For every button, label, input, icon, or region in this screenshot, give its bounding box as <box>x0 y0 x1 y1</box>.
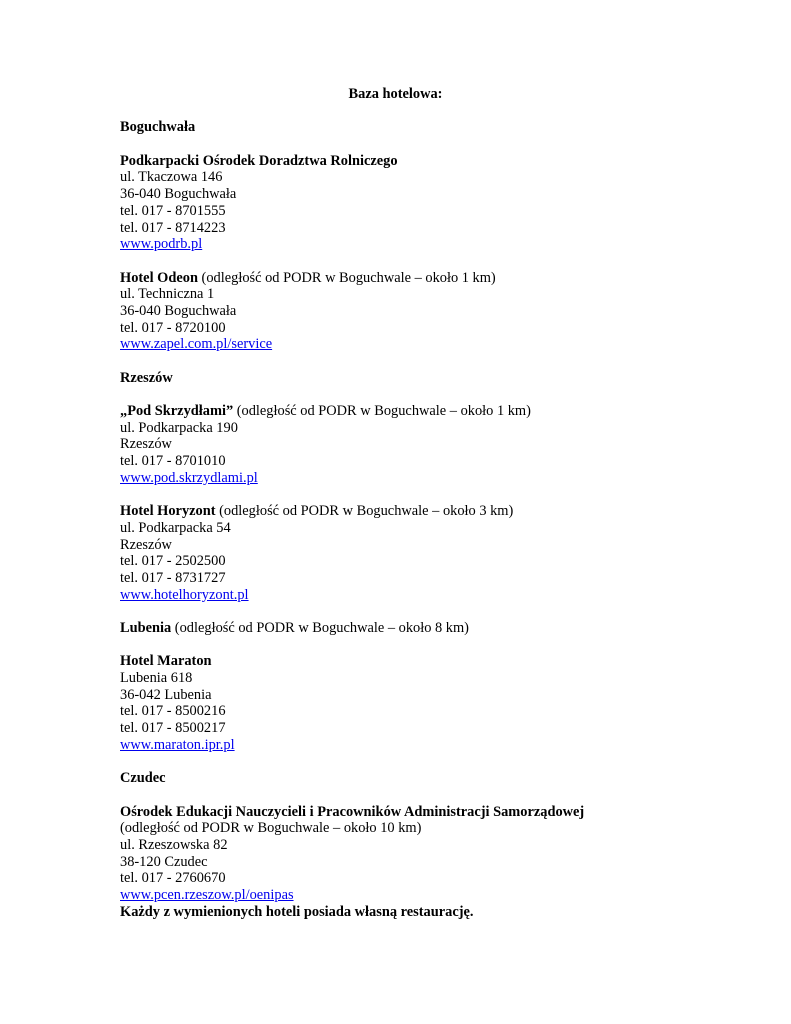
skrzydlami-city: Rzeszów <box>120 436 172 453</box>
oenipas-city: 38-120 Czudec <box>120 853 208 870</box>
odeon-tel-1: tel. 017 - 8720100 <box>120 319 226 336</box>
podr-name: Podkarpacki Ośrodek Doradztwa Rolniczego <box>120 152 398 169</box>
horyzont-header <box>120 503 740 520</box>
restaurant-note: Każdy z wymienionych hoteli posiada własną restaurację. <box>120 903 474 920</box>
horyzont-tel-2: tel. 017 - 8731727 <box>120 569 226 586</box>
odeon-name: Hotel Odeon <box>120 269 198 286</box>
podr-tel-2: tel. 017 - 8714223 <box>120 219 226 236</box>
odeon-distance: (odległość od PODR w Boguchwale – około 1 km) <box>197 269 496 286</box>
section-heading-lubenia-row <box>120 620 740 637</box>
lubenia-distance: (odległość od PODR w Boguchwale – około 8 km) <box>171 620 469 636</box>
horyzont-name: Hotel Horyzont <box>120 503 216 520</box>
section-heading-lubenia: Lubenia <box>120 620 172 636</box>
skrzydlami-name: „Pod Skrzydłami” <box>120 403 234 420</box>
skrzydlami-distance: (odległość od PODR w Boguchwale – około 1 km) <box>233 403 531 420</box>
podr-tel-1: tel. 017 - 8701555 <box>120 202 226 219</box>
skrzydlami-website-link[interactable]: www.pod.skrzydlami.pl <box>120 469 258 486</box>
maraton-name: Hotel Maraton <box>120 653 212 670</box>
oenipas-street: ul. Rzeszowska 82 <box>120 836 228 853</box>
horyzont-website-link[interactable]: www.hotelhoryzont.pl <box>120 586 249 603</box>
oenipas-distance: (odległość od PODR w Boguchwale – około 10 km) <box>120 820 422 837</box>
odeon-website-link[interactable]: www.zapel.com.pl/service <box>120 336 273 353</box>
oenipas-name: Ośrodek Edukacji Nauczycieli i Pracowników Administracji Samorządowej <box>120 803 585 820</box>
oenipas-website-link[interactable]: www.pcen.rzeszow.pl/oenipas <box>120 887 294 903</box>
skrzydlami-street: ul. Podkarpacka 190 <box>120 419 238 436</box>
odeon-city: 36-040 Boguchwała <box>120 302 237 319</box>
podr-website-link[interactable]: www.podrb.pl <box>120 236 203 253</box>
horyzont-distance: (odległość od PODR w Boguchwale – około 3 km) <box>215 503 514 520</box>
section-heading-czudec: Czudec <box>120 770 166 787</box>
section-heading-boguchwala: Boguchwała <box>120 119 196 136</box>
document-title: Baza hotelowa: <box>348 86 443 102</box>
maraton-website-link[interactable]: www.maraton.ipr.pl <box>120 736 235 753</box>
skrzydlami-header <box>120 403 740 420</box>
horyzont-street: ul. Podkarpacka 54 <box>120 519 231 536</box>
document-page <box>120 86 740 920</box>
podr-city: 36-040 Boguchwała <box>120 186 237 203</box>
section-heading-rzeszow: Rzeszów <box>120 369 173 386</box>
maraton-street: Lubenia 618 <box>120 670 193 687</box>
horyzont-tel-1: tel. 017 - 2502500 <box>120 553 226 570</box>
maraton-tel-1: tel. 017 - 8500216 <box>120 703 226 720</box>
skrzydlami-tel-1: tel. 017 - 8701010 <box>120 453 226 470</box>
maraton-tel-2: tel. 017 - 8500217 <box>120 720 226 737</box>
podr-street: ul. Tkaczowa 146 <box>120 169 223 186</box>
odeon-street: ul. Techniczna 1 <box>120 286 215 303</box>
oenipas-tel-1: tel. 017 - 2760670 <box>120 870 226 887</box>
odeon-header <box>120 270 740 287</box>
maraton-city: 36-042 Lubenia <box>120 686 212 703</box>
horyzont-city: Rzeszów <box>120 536 172 553</box>
